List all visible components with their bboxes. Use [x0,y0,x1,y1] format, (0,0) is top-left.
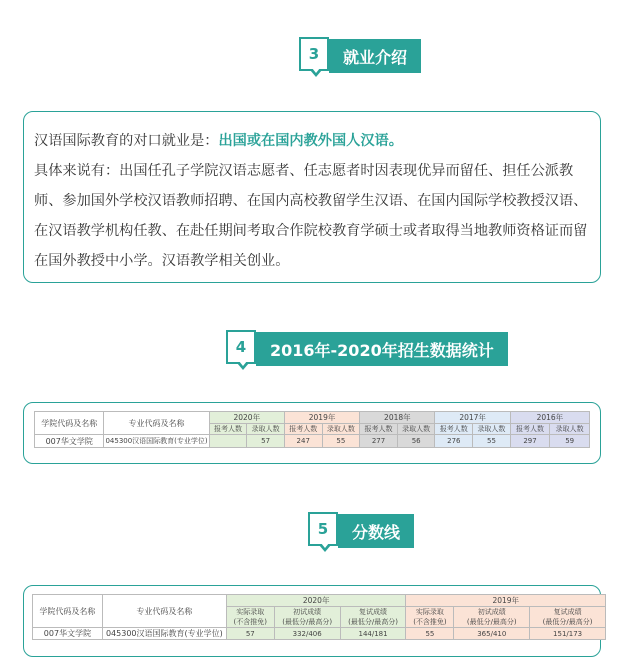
cell-2019-first: 365/410 [454,628,530,640]
score-table-box [23,585,601,657]
col-college-header: 学院代码及名称 [33,595,103,628]
year-2016-header: 2016年 [510,412,589,424]
sub-apply: 报考人数 [360,424,398,435]
section-4-title: 2016年-2020年招生数据统计 [256,332,508,366]
employment-line-1 [34,126,590,156]
enrollment-table-box [23,402,601,464]
score-table [32,594,606,640]
sub-actual-admit: 实际录取 (不含推免) [226,607,274,628]
sub-admit: 录取人数 [397,424,435,435]
cell-college: 007华文学院 [35,435,104,448]
cell-major: 045300汉语国际教育(专业学位) [102,628,226,640]
sub-apply: 报考人数 [435,424,473,435]
sub-first-exam: 初试成绩 (最低分/最高分) [454,607,530,628]
employment-paragraph: 具体来说有：出国任孔子学院汉语志愿者、任志愿者时因表现优异而留任、担任公派教师、参加国外学校汉语教师招聘、在国内高校教留学生汉语、在国内国际学校教授汉语、在汉语教学机构任教、在赴任期间考取合作院校教育学硕士或者取得当地教师资格证而留在国外教授中小学。汉语教学相关创业。 [34,163,588,269]
employment-intro-box [23,111,601,283]
year-2017-header: 2017年 [435,412,510,424]
employment-prefix: 汉语国际教育的对口就业是： [34,133,219,149]
cell-2017-apply: 276 [435,435,473,448]
enrollment-table [34,411,590,448]
cell-2020-second: 144/181 [340,628,406,640]
cell-2018-admit: 56 [397,435,435,448]
section-4-header [226,330,508,364]
section-4-number: 4 [226,330,256,364]
sub-second-exam: 复试成绩 (最低分/最高分) [530,607,606,628]
sub-admit: 录取人数 [550,424,590,435]
sub-first-exam: 初试成绩 (最低分/最高分) [274,607,340,628]
year-2018-header: 2018年 [360,412,435,424]
year-2019-header: 2019年 [406,595,606,607]
col-major-header: 专业代码及名称 [102,595,226,628]
cell-2020-apply [209,435,247,448]
cell-2020-first: 332/406 [274,628,340,640]
cell-major: 045300汉语国际教育(专业学位) [104,435,209,448]
cell-2019-second: 151/173 [530,628,606,640]
cell-2018-apply: 277 [360,435,398,448]
year-2020-header: 2020年 [209,412,284,424]
section-5-header [308,512,414,546]
employment-highlight: 出国或在国内教外国人汉语。 [218,133,403,149]
sub-apply: 报考人数 [284,424,322,435]
col-college-header: 学院代码及名称 [35,412,104,435]
year-2020-header: 2020年 [226,595,406,607]
sub-apply: 报考人数 [510,424,550,435]
table-row [35,435,590,448]
sub-admit: 录取人数 [322,424,360,435]
section-3-title: 就业介绍 [329,39,421,73]
cell-2016-admit: 59 [550,435,590,448]
section-3-header [299,37,421,71]
col-major-header: 专业代码及名称 [104,412,209,435]
cell-2019-admit: 55 [406,628,454,640]
cell-college: 007华文学院 [33,628,103,640]
section-5-number: 5 [308,512,338,546]
sub-admit: 录取人数 [473,424,511,435]
cell-2020-admit: 57 [226,628,274,640]
table-row [33,628,606,640]
cell-2016-apply: 297 [510,435,550,448]
sub-apply: 报考人数 [209,424,247,435]
section-3-number: 3 [299,37,329,71]
sub-admit: 录取人数 [247,424,285,435]
sub-actual-admit: 实际录取 (不含推免) [406,607,454,628]
section-5-title: 分数线 [338,514,414,548]
sub-second-exam: 复试成绩 (最低分/最高分) [340,607,406,628]
cell-2019-apply: 247 [284,435,322,448]
cell-2017-admit: 55 [473,435,511,448]
cell-2020-admit: 57 [247,435,285,448]
year-2019-header: 2019年 [284,412,359,424]
cell-2019-admit: 55 [322,435,360,448]
